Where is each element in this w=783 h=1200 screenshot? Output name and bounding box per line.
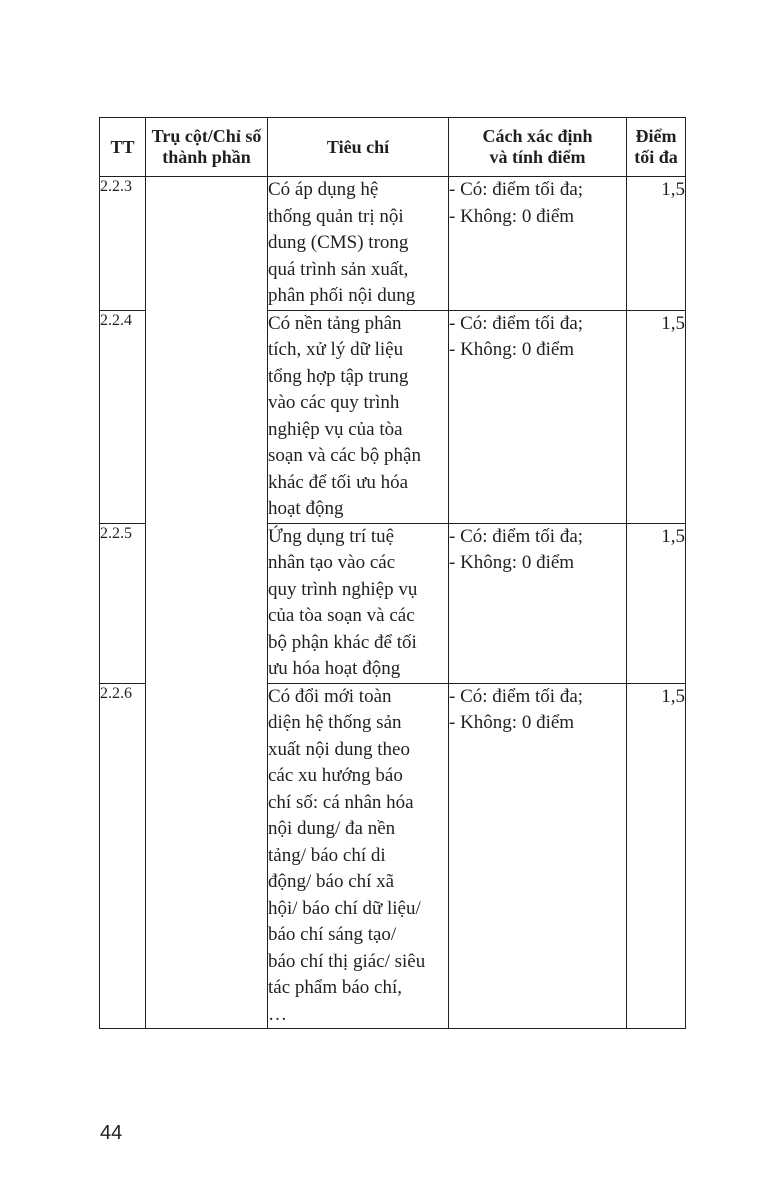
method-line: - Không: 0 điểm — [449, 339, 575, 360]
criteria-cell — [268, 683, 449, 1029]
criteria-line: nghiệp vụ của tòa — [268, 418, 403, 440]
criteria-cell — [268, 523, 449, 683]
criteria-line: ưu hóa hoạt động — [268, 658, 401, 679]
criteria-line: tác phẩm báo chí, — [268, 977, 403, 998]
method-line: - Không: 0 điểm — [449, 712, 575, 733]
criteria-line: quá trình sản xuất, — [268, 258, 409, 280]
row-number: 2.2.6 — [100, 683, 146, 1029]
max-score: 1,5 — [627, 523, 686, 683]
criteria-table — [99, 117, 686, 1029]
method-cell — [449, 177, 627, 311]
criteria-line: quy trình nghiệp vụ — [268, 578, 418, 600]
method-line: - Không: 0 điểm — [449, 552, 575, 573]
criteria-line: phân phối nội dung — [268, 285, 416, 306]
criteria-line: hoạt động — [268, 498, 344, 519]
criteria-line: các xu hướng báo — [268, 765, 403, 786]
criteria-line: … — [268, 1003, 287, 1025]
criteria-line: nội dung/ đa nền — [268, 818, 396, 839]
max-score: 1,5 — [627, 310, 686, 523]
criteria-line: chí số: cá nhân hóa — [268, 791, 414, 813]
method-cell — [449, 310, 627, 523]
criteria-line: nhân tạo vào các — [268, 552, 396, 573]
criteria-line: dung (CMS) trong — [268, 232, 409, 253]
header-criteria: Tiêu chí — [268, 118, 449, 177]
criteria-line: động/ báo chí xã — [268, 871, 395, 892]
page-number: 44 — [100, 1122, 123, 1144]
criteria-line: hội/ báo chí dữ liệu/ — [268, 897, 421, 919]
header-pillar: Trụ cột/Chỉ số thành phần — [146, 118, 268, 177]
criteria-line: báo chí thị giác/ siêu — [268, 950, 426, 972]
criteria-line: tổng hợp tập trung — [268, 365, 409, 387]
criteria-line: báo chí sáng tạo/ — [268, 924, 397, 945]
criteria-line: tảng/ báo chí di — [268, 844, 386, 866]
criteria-line: soạn và các bộ phận — [268, 445, 421, 466]
method-cell — [449, 683, 627, 1029]
pillar-cell — [146, 177, 268, 1029]
method-line: - Có: điểm tối đa; — [449, 525, 584, 547]
criteria-line: vào các quy trình — [268, 392, 400, 413]
header-row — [100, 118, 686, 177]
criteria-line: bộ phận khác để tối — [268, 631, 417, 653]
criteria-cell — [268, 310, 449, 523]
header-tt: TT — [100, 118, 146, 177]
criteria-line: tích, xử lý dữ liệu — [268, 339, 404, 360]
method-line: - Không: 0 điểm — [449, 205, 575, 227]
row-number: 2.2.4 — [100, 310, 146, 523]
criteria-line: diện hệ thống sản — [268, 712, 402, 733]
max-score: 1,5 — [627, 177, 686, 311]
criteria-line: Ứng dụng trí tuệ — [268, 525, 395, 547]
table-row — [100, 177, 686, 311]
method-cell — [449, 523, 627, 683]
criteria-line: thống quản trị nội — [268, 205, 404, 227]
method-line: - Có: điểm tối đa; — [449, 179, 584, 200]
header-score: Điểm tối đa — [627, 118, 686, 177]
row-number: 2.2.3 — [100, 177, 146, 311]
criteria-line: Có đổi mới toàn — [268, 685, 392, 707]
criteria-line: xuất nội dung theo — [268, 738, 410, 760]
criteria-line: Có áp dụng hệ — [268, 179, 379, 200]
header-method: Cách xác định và tính điểm — [449, 118, 627, 177]
method-line: - Có: điểm tối đa; — [449, 312, 584, 334]
row-number: 2.2.5 — [100, 523, 146, 683]
criteria-line: khác để tối ưu hóa — [268, 471, 409, 493]
criteria-cell — [268, 177, 449, 311]
criteria-line: Có nền tảng phân — [268, 312, 402, 334]
max-score: 1,5 — [627, 683, 686, 1029]
criteria-line: của tòa soạn và các — [268, 605, 415, 626]
method-line: - Có: điểm tối đa; — [449, 685, 584, 707]
